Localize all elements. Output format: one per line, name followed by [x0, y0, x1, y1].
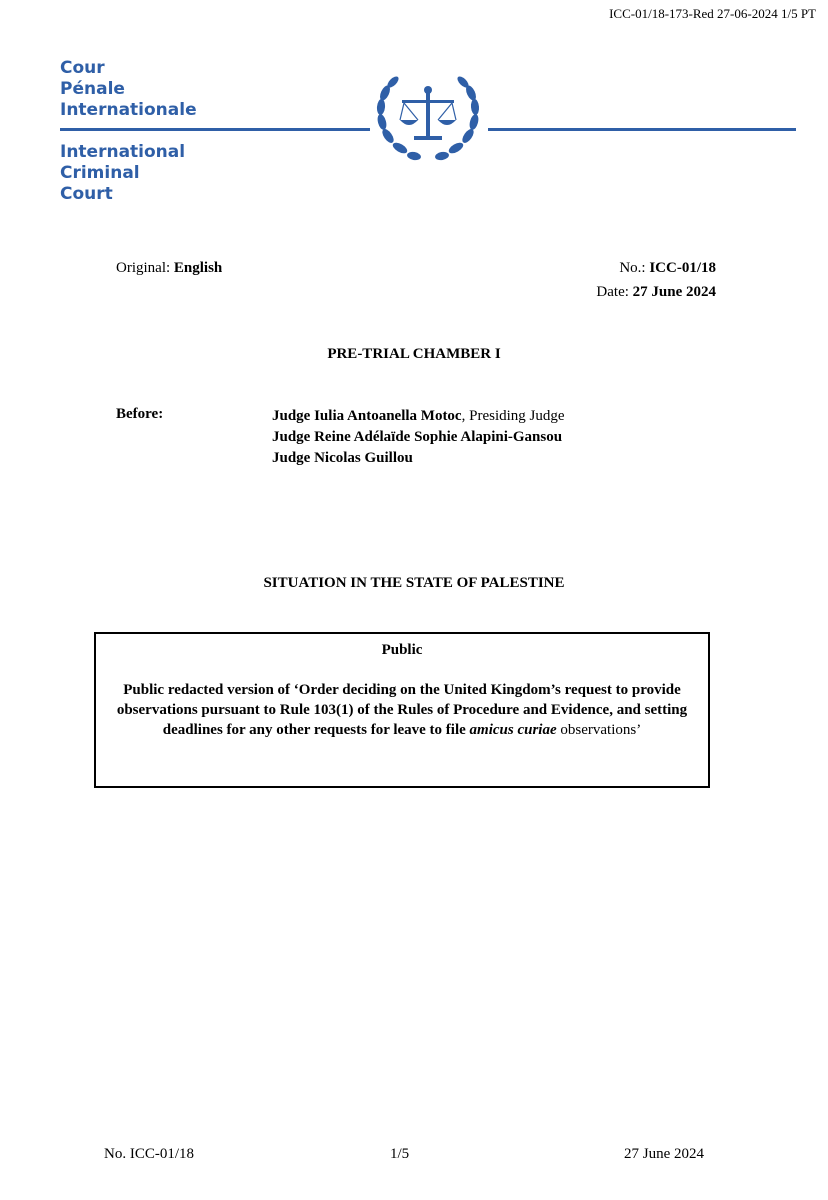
court-name-french-line: Pénale — [60, 79, 125, 99]
court-name-english-line: Criminal — [60, 163, 140, 183]
original-language — [116, 260, 222, 277]
document-date — [596, 284, 716, 301]
judge-name: Judge Iulia Antoanella Motoc — [272, 408, 462, 424]
chamber-title: PRE-TRIAL CHAMBER I — [327, 346, 501, 362]
judge-line — [272, 406, 565, 427]
document-title — [112, 680, 692, 740]
court-name-french-line: Internationale — [60, 100, 197, 120]
original-label: Original: — [116, 260, 171, 276]
judge-line — [272, 448, 565, 469]
situation-title: SITUATION IN THE STATE OF PALESTINE — [263, 575, 565, 591]
court-name-english-line: International — [60, 142, 186, 162]
footer-case-number: No. ICC-01/18 — [104, 1146, 194, 1162]
logo-divider-right — [488, 128, 796, 131]
logo-divider-left — [60, 128, 370, 131]
footer-date: 27 June 2024 — [624, 1146, 704, 1162]
classification-label: Public — [381, 642, 423, 658]
judge-role: , Presiding Judge — [461, 408, 565, 424]
court-name-french — [60, 58, 197, 121]
judge-line — [272, 427, 565, 448]
original-value: English — [173, 260, 223, 276]
case-number — [619, 260, 716, 277]
footer-page-number: 1/5 — [390, 1146, 410, 1162]
document-title-box — [94, 632, 710, 788]
case-number-value: ICC-01/18 — [649, 260, 716, 276]
court-name-english — [60, 142, 185, 205]
court-name-french-line: Cour — [60, 58, 105, 78]
judge-name: Judge Nicolas Guillou — [272, 450, 413, 466]
document-title-part: observations’ — [556, 722, 642, 738]
case-number-label: No.: — [619, 260, 646, 276]
court-name-english-line: Court — [60, 184, 113, 204]
date-label: Date: — [596, 284, 629, 300]
date-value: 27 June 2024 — [632, 284, 716, 300]
before-label: Before: — [116, 406, 164, 422]
judge-name: Judge Reine Adélaïde Sophie Alapini-Gansou — [272, 429, 563, 445]
scales-of-justice-laurel-icon — [372, 74, 484, 171]
document-title-part: Public redacted version of ‘Order deciding on the United Kingdom’s request to provide observations pursuant to Rule 103(1) of the Rules of Procedure and Evidence, and setting deadlines for any other requests for leave to file — [116, 682, 688, 738]
document-title-italic: amicus curiae — [469, 722, 557, 738]
document-stamp: ICC-01/18-173-Red 27-06-2024 1/5 PT — [609, 6, 816, 21]
judges-list — [272, 406, 565, 469]
